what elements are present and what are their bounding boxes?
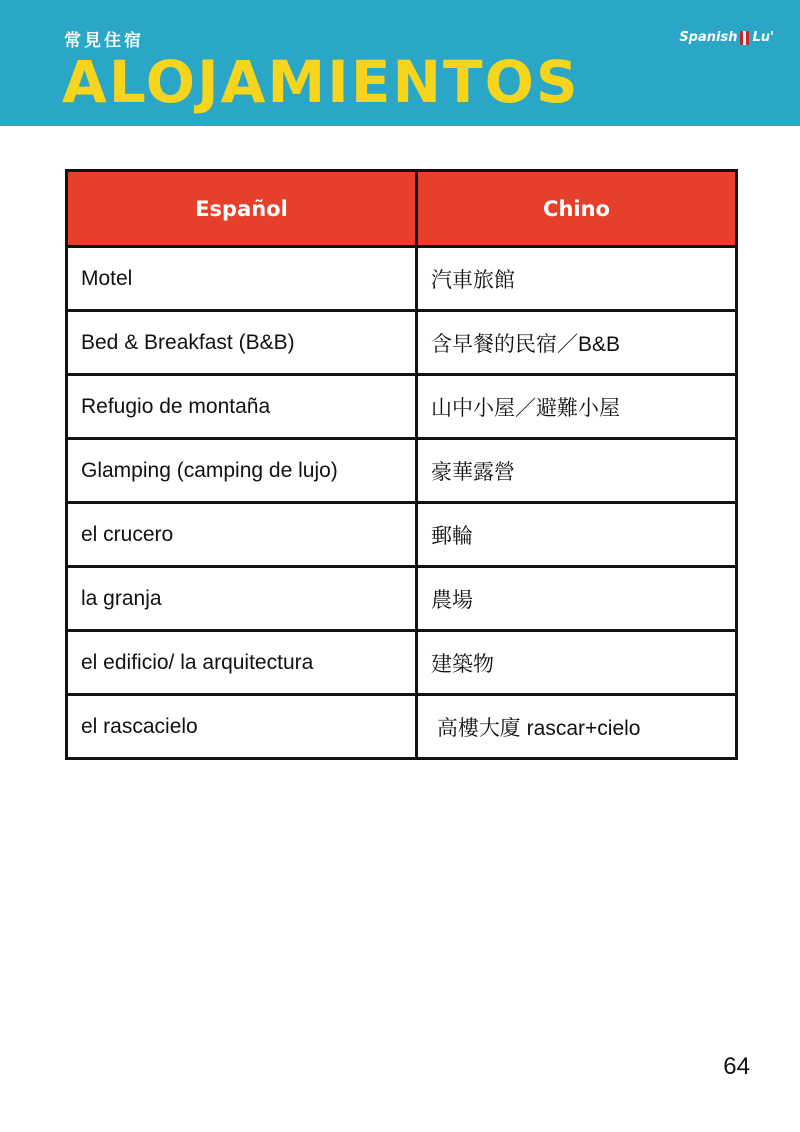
column-header-spanish: Español [67,171,417,247]
chinese-term: 高樓大廈 rascar+cielo [417,695,737,759]
spanish-term: Refugio de montaña [67,375,417,439]
table-row [67,503,737,567]
chinese-term: 建築物 [417,631,737,695]
table-row [67,375,737,439]
column-header-chinese: Chino [417,171,737,247]
spanish-term: el rascacielo [67,695,417,759]
spanish-term: la granja [67,567,417,631]
chinese-term: 豪華露營 [417,439,737,503]
flag-icon [740,31,749,45]
page-title: ALOJAMIENTOS [62,48,580,116]
table-row [67,695,737,759]
spanish-term: el crucero [67,503,417,567]
page-subtitle: 常見住宿 [64,31,144,51]
vocabulary-table [65,169,738,760]
spanish-term: Motel [67,247,417,311]
table-row [67,631,737,695]
chinese-term: 含早餐的民宿／B&B [417,311,737,375]
table-row [67,567,737,631]
brand-logo [679,30,774,45]
brand-name-right: Lu' [752,30,774,45]
spanish-term: Bed & Breakfast (B&B) [67,311,417,375]
table-row [67,439,737,503]
table-header-row [67,171,737,247]
page-number: 64 [723,1053,750,1080]
spanish-term: Glamping (camping de lujo) [67,439,417,503]
brand-name-left: Spanish [679,30,738,45]
chinese-term: 郵輪 [417,503,737,567]
chinese-term: 汽車旅館 [417,247,737,311]
chinese-term: 農場 [417,567,737,631]
table-row [67,311,737,375]
spanish-term: el edificio/ la arquitectura [67,631,417,695]
table-row [67,247,737,311]
chinese-term: 山中小屋／避難小屋 [417,375,737,439]
page-header [0,0,800,126]
